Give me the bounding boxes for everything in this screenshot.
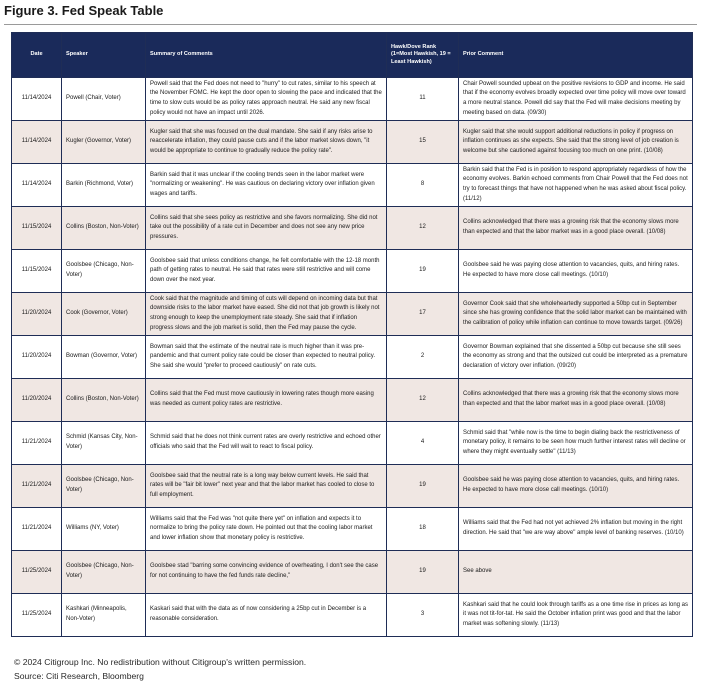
cell-date: 11/21/2024	[12, 465, 62, 508]
table-row	[12, 78, 693, 121]
cell-summary: Collins said that she sees policy as restrictive and she favors normalizing. She did not take out the possibility of a rate cut in December and does not see any new price pressures.	[146, 207, 387, 250]
cell-speaker: Powell (Chair, Voter)	[62, 78, 146, 121]
cell-prior-comment: Collins acknowledged that there was a growing risk that the economy slows more than expected and that the labor market was in a good place overall. (10/08)	[459, 379, 693, 422]
cell-prior-comment: Collins acknowledged that there was a growing risk that the economy slows more than expected and that the labor market was in a good place overall. (10/08)	[459, 207, 693, 250]
cell-speaker: Williams (NY, Voter)	[62, 508, 146, 551]
cell-rank: 2	[387, 336, 459, 379]
cell-prior-comment: Williams said that the Fed had not yet achieved 2% inflation but moving in the right direction. He said that "we are way above" ample level of banking reserves. (10/10)	[459, 508, 693, 551]
cell-summary: Powell said that the Fed does not need to "hurry" to cut rates, similar to his speech at the November FOMC. He kept the door open to slowing the pace and indicated that the time to slow cuts would be as policy rates approach neutral. He said any new fiscal policy would not have an impact until 2026.	[146, 78, 387, 121]
table-row	[12, 422, 693, 465]
table-row	[12, 293, 693, 336]
cell-speaker: Bowman (Governor, Voter)	[62, 336, 146, 379]
cell-date: 11/14/2024	[12, 164, 62, 207]
cell-summary: Kaskari said that with the data as of now considering a 25bp cut in December is a reasonable consideration.	[146, 594, 387, 637]
cell-rank: 18	[387, 508, 459, 551]
cell-summary: Williams said that the Fed was "not quite there yet" on inflation and expects it to normalize to bring the policy rate down. He pointed out that the cooling labor market and lower inflation show that monetary policy is restrictive.	[146, 508, 387, 551]
table-row	[12, 594, 693, 637]
cell-summary: Barkin said that it was unclear if the cooling trends seen in the labor market were "normalizing or weakening". He was cautious on declaring victory over inflation given wages and tariffs.	[146, 164, 387, 207]
cell-summary: Cook said that the magnitude and timing of cuts will depend on incoming data but that downside risks to the labor market have eased. She did not that job growth is likely not strong enough to keep the unemployment rate steady. She said that if inflation progress slows and the job market is solid, then the Fed may pause the cycle.	[146, 293, 387, 336]
cell-summary: Goolsbee said that the neutral rate is a long way below current levels. He said that rates will be "fair bit lower" next year and that the labor market has cooled to close to full employment.	[146, 465, 387, 508]
cell-prior-comment: Schmid said that "while now is the time to begin dialing back the restrictiveness of monetary policy, it remains to be seen how much further interest rates will decline or where they might eventually settle" (11/13)	[459, 422, 693, 465]
figure-title: Figure 3. Fed Speak Table	[4, 3, 164, 18]
cell-prior-comment: Chair Powell sounded upbeat on the positive revisions to GDP and income. He said that if the economy evolves broadly expected over time policy will move over toward a more neutral stance. Powell did say that the Fed will make decisions meeting by meeting based on data. (09/30)	[459, 78, 693, 121]
cell-prior-comment: Barkin said that the Fed is in position to respond appropriately regardless of how the economy evolves. Barkin echoed comments from Chair Powell that the Fed does not try to forecast things that have not happened when he was asked about fiscal policy. (11/12)	[459, 164, 693, 207]
header-rank: Hawk/Dove Rank (1=Most Hawkish, 19 = Least Hawkish)	[387, 33, 459, 78]
cell-rank: 19	[387, 465, 459, 508]
cell-prior-comment: Goolsbee said he was paying close attention to vacancies, quits, and hiring rates. He expected to have more close call meetings. (10/10)	[459, 250, 693, 293]
cell-speaker: Cook (Governor, Voter)	[62, 293, 146, 336]
cell-rank: 12	[387, 207, 459, 250]
header-summary: Summary of Comments	[146, 33, 387, 78]
table-row	[12, 551, 693, 594]
cell-date: 11/20/2024	[12, 293, 62, 336]
cell-date: 11/20/2024	[12, 379, 62, 422]
cell-speaker: Schmid (Kansas City, Non-Voter)	[62, 422, 146, 465]
cell-date: 11/15/2024	[12, 250, 62, 293]
table-row	[12, 164, 693, 207]
cell-prior-comment: Governor Bowman explained that she dissented a 50bp cut because she still sees the economy as strong and that the outsized cut could be interpreted as a premature declaration of victory over inflation. (09/20)	[459, 336, 693, 379]
cell-prior-comment: Kugler said that she would support additional reductions in policy if progress on inflation continues as she expects. She said that the strong level of job creation is welcome but she cautioned against focusing too much on one print. (10/08)	[459, 121, 693, 164]
cell-rank: 11	[387, 78, 459, 121]
cell-rank: 3	[387, 594, 459, 637]
cell-rank: 19	[387, 551, 459, 594]
copyright-note: © 2024 Citigroup Inc. No redistribution without Citigroup's written permission.	[14, 657, 307, 667]
cell-summary: Schmid said that he does not think current rates are overly restrictive and echoed other officials who said that the Fed will wait to react to fiscal policy.	[146, 422, 387, 465]
cell-speaker: Kashkari (Minneapolis, Non-Voter)	[62, 594, 146, 637]
source-note: Source: Citi Research, Bloomberg	[14, 671, 144, 681]
table-row	[12, 508, 693, 551]
fed-speak-table	[11, 32, 693, 637]
cell-rank: 12	[387, 379, 459, 422]
cell-date: 11/21/2024	[12, 508, 62, 551]
cell-summary: Goolsbee said that unless conditions change, he felt comfortable with the 12-18 month path of getting rates to neutral. He said that rates were still restrictive and will come down over the next year.	[146, 250, 387, 293]
header-speaker: Speaker	[62, 33, 146, 78]
cell-date: 11/15/2024	[12, 207, 62, 250]
title-divider	[4, 24, 697, 25]
cell-speaker: Barkin (Richmond, Voter)	[62, 164, 146, 207]
cell-prior-comment: See above	[459, 551, 693, 594]
cell-prior-comment: Governor Cook said that she wholeheartedly supported a 50bp cut in September since she has growing confidence that the solid labor market can be maintained with the calibration of policy while inflation can continue to move towards target. (09/26)	[459, 293, 693, 336]
cell-date: 11/25/2024	[12, 551, 62, 594]
table-row	[12, 207, 693, 250]
table-row	[12, 336, 693, 379]
cell-rank: 8	[387, 164, 459, 207]
table-header-row	[12, 33, 693, 78]
cell-prior-comment: Kashkari said that he could look through tariffs as a one time rise in prices as long as it was not tit-for-tat. He said the October inflation print was good and that the labor market was softening slowly. (11/13)	[459, 594, 693, 637]
cell-date: 11/21/2024	[12, 422, 62, 465]
cell-speaker: Collins (Boston, Non-Voter)	[62, 207, 146, 250]
cell-date: 11/14/2024	[12, 78, 62, 121]
cell-speaker: Collins (Boston, Non-Voter)	[62, 379, 146, 422]
cell-speaker: Kugler (Governor, Voter)	[62, 121, 146, 164]
table-row	[12, 379, 693, 422]
cell-date: 11/25/2024	[12, 594, 62, 637]
cell-summary: Goolsbee stad "barring some convincing evidence of overheating, I don't see the case for not continuing to have the fed funds rate decline,"	[146, 551, 387, 594]
table-row	[12, 121, 693, 164]
table-row	[12, 465, 693, 508]
cell-date: 11/20/2024	[12, 336, 62, 379]
cell-speaker: Goolsbee (Chicago, Non-Voter)	[62, 551, 146, 594]
cell-summary: Collins said that the Fed must move cautiously in lowering rates though more easing was needed as current policy rates are restrictive.	[146, 379, 387, 422]
header-prior-comment: Prior Comment	[459, 33, 693, 78]
cell-rank: 17	[387, 293, 459, 336]
cell-rank: 15	[387, 121, 459, 164]
cell-rank: 4	[387, 422, 459, 465]
cell-rank: 19	[387, 250, 459, 293]
cell-date: 11/14/2024	[12, 121, 62, 164]
header-date: Date	[12, 33, 62, 78]
cell-speaker: Goolsbee (Chicago, Non-Voter)	[62, 250, 146, 293]
cell-prior-comment: Goolsbee said he was paying close attention to vacancies, quits, and hiring rates. He expected to have more close call meetings. (10/10)	[459, 465, 693, 508]
cell-summary: Kugler said that she was focused on the dual mandate. She said if any risks arise to reaccelerate inflation, they could pause cuts and if the labor market slows down, "it would be appropriate to continue to gradually reduce the policy rate".	[146, 121, 387, 164]
cell-summary: Bowman said that the estimate of the neutral rate is much higher than it was pre-pandemic and that current policy rate could be closer than expected to neutral policy. She said she would "prefer to proceed cautiously" on rate cuts.	[146, 336, 387, 379]
table-row	[12, 250, 693, 293]
cell-speaker: Goolsbee (Chicago, Non-Voter)	[62, 465, 146, 508]
